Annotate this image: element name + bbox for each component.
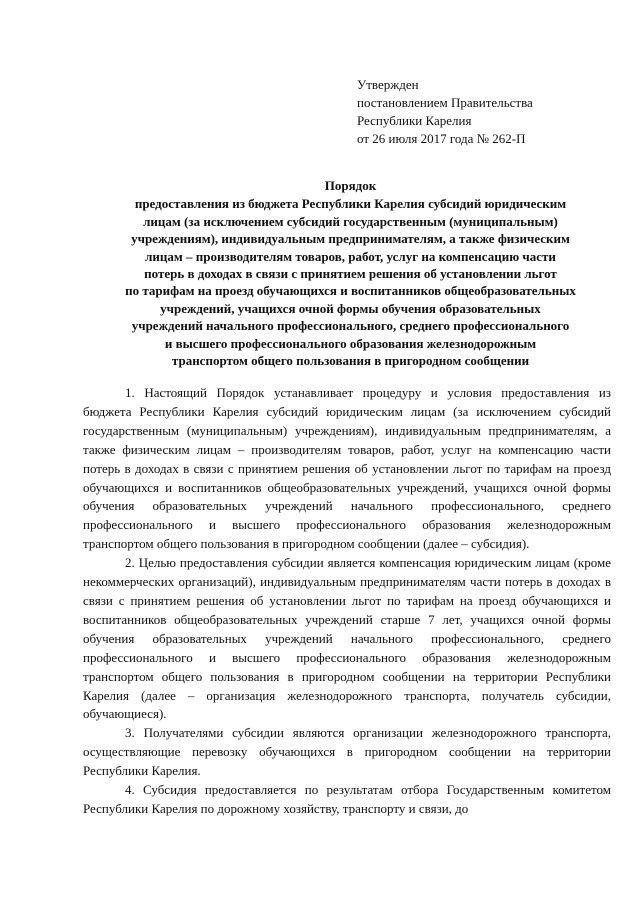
title-line: лицам – производителям товаров, работ, услуг на компенсацию части: [145, 248, 556, 264]
approval-block: [357, 76, 533, 148]
document-title: [78, 177, 623, 369]
title-line: учреждений начального профессионального, среднего профессионального: [131, 318, 570, 334]
title-line: учреждениям), индивидуальным предпринимателям, а также физическим: [131, 231, 570, 247]
title-line: лицам (за исключением субсидий государственным (муниципальным): [143, 213, 558, 229]
paragraph-3: 3. Получателями субсидии являются организации железнодорожного транспорта, осуществляющие перевозку обучающихся в пригородном сообщении на территории Республики Карелия.: [83, 725, 611, 779]
paragraph-1: 1. Настоящий Порядок устанавливает процедуру и условия предоставления из бюджета Республики Карелия субсидий юридическим лицам (за исключением субсидий государственным (муниципальным) учреждениям), индивидуальным предпринимателям, а также физическим лицам – производителям товаров, работ, услуг на компенсацию части потерь в доходах в связи с принятием решения об установлении льгот по тарифам на проезд обучающихся и воспитанников общеобразовательных учреждений, учащихся очной формы обучения образовательных учреждений начального профессионального, среднего профессионального и высшего профессионального образования железнодорожным транспортом общего пользования в пригородном сообщении (далее – субсидия).: [83, 385, 611, 552]
approval-line: Утвержден: [357, 77, 419, 92]
approval-line: Республики Карелия: [357, 113, 472, 128]
title-line: и высшего профессионального образования железнодорожным: [164, 335, 537, 351]
title-line: транспортом общего пользования в пригородном сообщении: [171, 353, 530, 369]
paragraph-2: 2. Целью предоставления субсидии является компенсация юридическим лицам (кроме некоммерческих организаций), индивидуальным предпринимателям части потерь в доходах в связи с принятием решения об установлении льгот по тарифам на проезд обучающихся и воспитанников общеобразовательных учреждений старше 7 лет, учащихся очной формы обучения образовательных учреждений начального профессионального, среднего профессионального и высшего профессионального образования железнодорожным транспортом общего пользования в пригородном сообщении на территории Республики Карелия (далее – организация железнодорожного транспорта, получатель субсидии, обучающиеся).: [83, 555, 611, 722]
paragraph-4: 4. Субсидия предоставляется по результатам отбора Государственным комитетом Республики Карелия по дорожному хозяйству, транспорту и связи, до: [83, 782, 611, 816]
approval-line: постановлением Правительства: [357, 95, 533, 110]
title-line: учреждений, учащихся очной формы обучения образовательных: [160, 300, 541, 316]
title-line: предоставления из бюджета Республики Карелия субсидий юридическим: [134, 196, 567, 212]
document-body: [83, 384, 611, 819]
title-line: потерь в доходах в связи с принятием решения об установлении льгот: [144, 266, 557, 282]
approval-date-line: от 26 июля 2017 года № 262-П: [357, 131, 526, 146]
title-line: по тарифам на проезд обучающихся и воспитанников общеобразовательных: [125, 283, 576, 299]
title-heading: Порядок: [324, 178, 377, 193]
